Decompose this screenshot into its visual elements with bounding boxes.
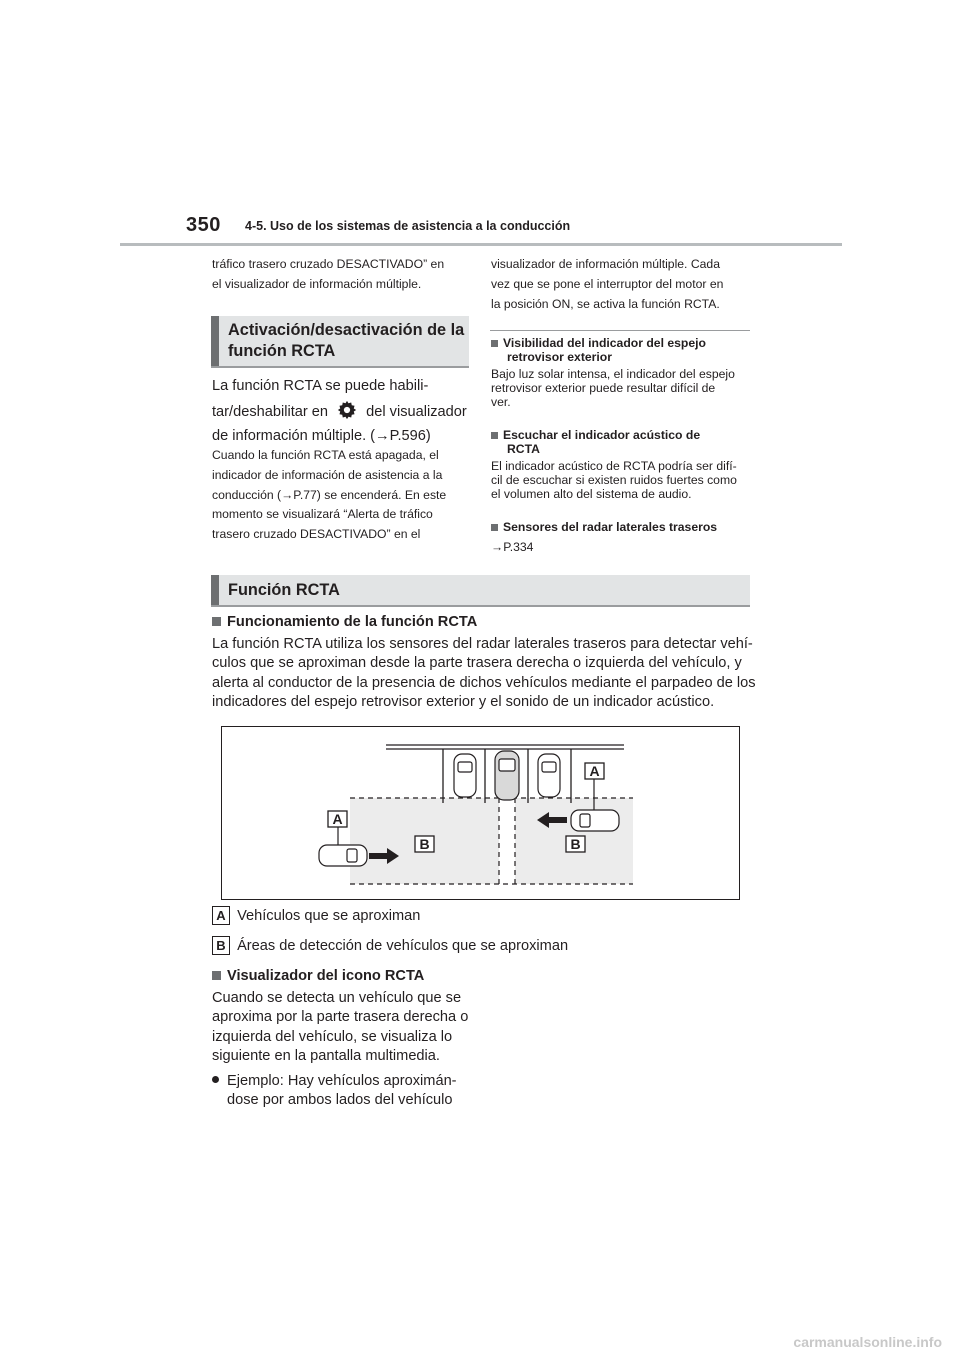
car-windshield [499,759,515,771]
text-line: momento se visualizará “Alerta de tráfico [212,507,433,522]
square-bullet-icon [491,524,498,531]
square-bullet-icon [212,617,221,626]
text-line: culos que se aproximan desde la parte trasera derecha o izquierda del vehículo, y [212,655,742,671]
square-bullet-icon [491,340,498,347]
car-windshield [542,762,556,772]
chapter-title: 4-5. Uso de los sistemas de asistencia a la conducción [245,219,571,233]
note-item-mirror [491,336,753,409]
approaching-car-left-icon [319,845,367,866]
subheading [212,967,492,987]
header-rule [120,243,842,246]
text-span: tar/deshabilitar en [212,403,329,420]
svg-text:A: A [332,811,343,827]
page-reference-link[interactable]: →P.77 [281,487,317,502]
text-span: Visualizador del icono RCTA [227,968,425,984]
note-item-sensors [491,520,753,555]
heading-line: función RCTA [228,342,336,360]
text-line: aproxima por la parte trasera derecha o [212,1009,469,1025]
rcta-operation-block [212,613,757,713]
square-bullet-icon [491,432,498,439]
page-reference-link[interactable]: →P.596) [375,428,431,444]
text-line: alerta al conductor de la presencia de dichos vehículos mediante el parpadeo de los [212,674,756,691]
text-line: La función RCTA utiliza los sensores del radar laterales traseros para detectar vehí- [212,635,753,652]
label-a-right [585,763,604,779]
text-span: Escuchar el indicador acústico de [503,428,701,442]
text-line: vez que se pone el interruptor del motor en [491,276,724,291]
text-line: Cuando la función RCTA está apagada, el [212,448,439,462]
label-b-right [566,836,585,852]
parking-illustration [222,727,739,899]
text-line [212,399,474,425]
parked-car-icon [454,754,476,797]
svg-text:A: A [589,763,600,779]
continued-text-right [491,255,753,314]
text-span: Sensores del radar laterales traseros [503,520,718,534]
bullet-dot-icon [212,1076,219,1083]
text-line: trasero cruzado DESACTIVADO” en el [212,527,421,542]
legend-text: Vehículos que se aproximan [237,908,421,924]
text-line: ver. [491,395,511,410]
heading-underline [211,366,469,368]
car-windshield [458,762,472,772]
text-line [212,424,474,449]
activation-paragraph [212,374,474,449]
item-title [491,336,753,350]
heading-line: Activación/desactivación de la [228,321,465,339]
text-span: Visibilidad del indicador del espejo [503,336,706,350]
text-line: El indicador acústico de RCTA podría ser difí- [491,458,737,473]
text-line: Bajo luz solar intensa, el indicador del espejo [491,366,735,381]
text-line: indicadores del espejo retrovisor exterior y el sonido de un indicador acústico. [212,694,715,710]
text-line: retrovisor exterior puede resultar difícil de [491,380,716,395]
text-line: tráfico trasero cruzado DESACTIVADO” en [212,257,445,271]
label-a-left [328,811,347,827]
text-span: del visualizador [366,403,467,420]
legend-b [212,936,712,957]
text-line: visualizador de información múltiple. Cada [491,257,720,271]
note-item-buzzer [491,428,753,501]
text-span: de información múltiple. ( [212,428,376,444]
legend-a [212,906,712,927]
text-span: Ejemplo: Hay vehículos aproximán- [227,1072,457,1089]
svg-text:B: B [570,836,581,852]
square-bullet-icon [212,971,221,980]
text-line: la posición ON, se activa la función RCTA. [491,296,720,311]
text-line: La función RCTA se puede habili- [212,378,429,394]
heading-underline [211,605,750,607]
text-span: conducción ( [212,487,282,502]
text-span: ) se encenderá. En este [316,487,447,502]
divider [490,330,750,331]
watermark: carmanualsonline.info [793,1334,942,1350]
text-line: siguiente en la pantalla multimedia. [212,1048,440,1064]
item-title [491,520,753,534]
rcta-diagram [221,726,740,900]
own-car-icon [495,751,519,800]
approaching-car-right-icon [571,810,619,831]
bullet-item [212,1072,492,1092]
section-heading-activation [211,316,469,366]
text-line [212,486,474,506]
text-line: izquierda del vehículo, se visualiza lo [212,1028,453,1045]
legend-label-box: A [212,906,230,925]
page-reference-link[interactable]: →P.334 [491,540,534,555]
text-line: cil de escuchar si existen ruidos fuertes como [491,472,737,487]
gear-icon [336,399,358,421]
continued-text [212,255,472,295]
legend-text: Áreas de detección de vehículos que se aproximan [237,938,569,954]
text-line: dose por ambos lados del vehículo [227,1092,453,1108]
text-line: Cuando se detecta un vehículo que se [212,989,462,1006]
text-line: el visualizador de información múltiple. [212,276,422,291]
rcta-icon-display-block [212,967,492,1111]
item-title: RCTA [507,442,540,457]
text-line: el volumen alto del sistema de audio. [491,487,692,502]
text-line: indicador de información de asistencia a la [212,467,443,482]
parked-car-icon [538,754,560,797]
note-paragraph [212,446,474,545]
label-b-left [415,836,434,852]
text-span: Funcionamiento de la función RCTA [227,614,478,630]
subheading [212,613,757,633]
svg-text:B: B [419,836,430,852]
section-heading-rcta: Función RCTA [211,575,750,605]
item-title: retrovisor exterior [507,350,612,365]
legend-label-box: B [212,936,230,955]
page-number: 350 [186,214,221,236]
item-title [491,428,753,442]
parked-car-icons [454,751,560,800]
